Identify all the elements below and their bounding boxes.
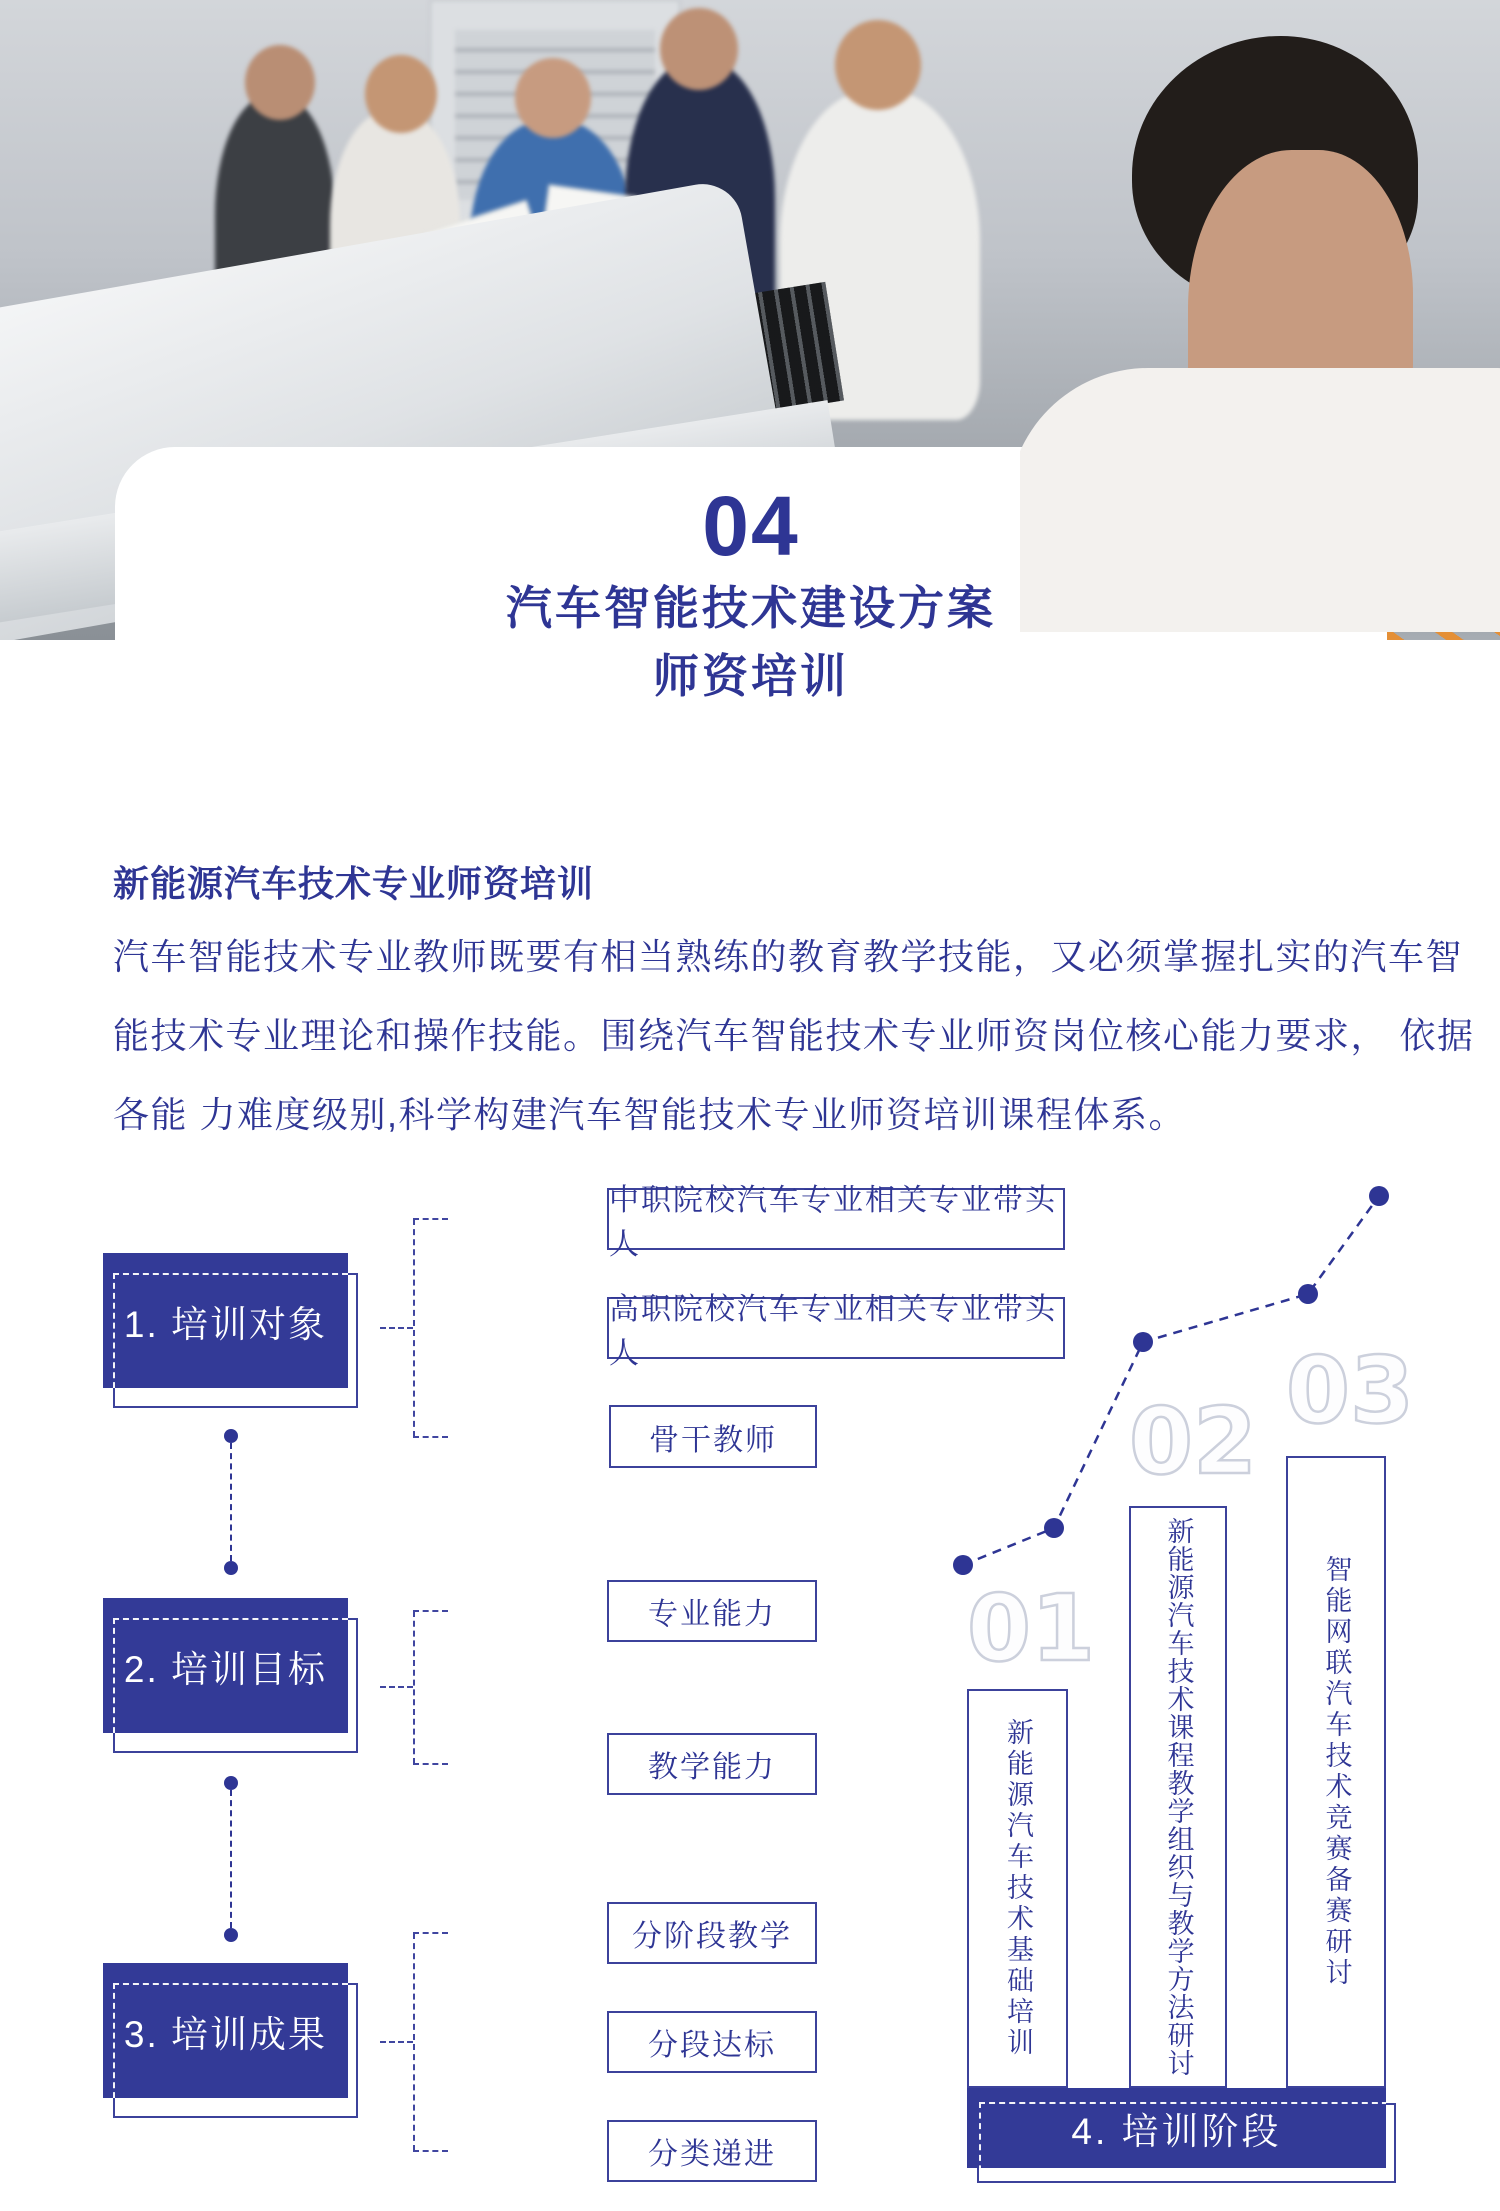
person-head: [835, 20, 921, 110]
group2-child-box: [607, 1580, 817, 1642]
group3-child-box: [607, 2011, 817, 2073]
stage-column-2-label: 新能源汽车技术课程教学组织与教学方法研讨: [1163, 1517, 1194, 2077]
intro-heading: 新能源汽车技术专业师资培训: [113, 863, 595, 904]
group3-bracket-line: [413, 1933, 415, 2151]
group3-label: 3. 培训成果: [123, 2013, 328, 2055]
group2-dashed-inset: [113, 1618, 348, 1733]
group3-child-label: 分阶段教学: [632, 1920, 792, 1953]
group2-child-label: 教学能力: [648, 1751, 776, 1784]
group2-bracket-bottom-stub: [413, 1763, 448, 1765]
group3-child-box: [607, 2120, 817, 2182]
stage-bar-dashed-inset: [979, 2102, 1386, 2168]
stage-column-1: [967, 1689, 1068, 2088]
person-head: [660, 8, 738, 90]
group3-child-box: [607, 1902, 817, 1964]
person-head: [365, 55, 437, 133]
group1-connector-stub: [380, 1327, 413, 1329]
intro-line-1: 汽车智能技术专业教师既要有相当熟练的教育教学技能，又必须掌握扎实的汽车智: [113, 936, 1464, 977]
intro-line-2: 能技术专业理论和操作技能。围绕汽车智能技术专业师资岗位核心能力要求， 依据: [113, 1015, 1475, 1056]
group2-label: 2. 培训目标: [123, 1648, 328, 1690]
section-number: 04: [702, 479, 800, 573]
group1-child-label: 中职院校汽车专业相关专业带头人: [609, 1184, 1057, 1261]
connector-dot: [224, 1928, 238, 1942]
group2-bracket-top-stub: [413, 1610, 448, 1612]
stage-bar-label: 4. 培训阶段: [1071, 2111, 1282, 2152]
intro-line-3: 各能 力难度级别,科学构建汽车智能技术专业师资培训课程体系。: [113, 1094, 1187, 1135]
group3-box: [103, 1963, 348, 2098]
group3-bracket-bottom-stub: [413, 2150, 448, 2152]
stage-number-03: 03: [1286, 1337, 1415, 1444]
stage-column-1-label: 新能源汽车技术基础培训: [1003, 1718, 1034, 2059]
person-head: [515, 58, 591, 138]
connector-dot: [224, 1561, 238, 1575]
section-title-line2: 师资培训: [653, 650, 849, 702]
stage-number-02: 02: [1129, 1388, 1258, 1495]
group-link-dashed-line: [230, 1443, 232, 1561]
group1-child-label: 骨干教师: [649, 1423, 777, 1457]
group1-bracket-top-stub: [413, 1218, 448, 1220]
group2-box: [103, 1598, 348, 1733]
group1-child-label: 高职院校汽车专业相关专业带头人: [609, 1293, 1057, 1370]
group1-bracket-line: [413, 1219, 415, 1437]
group3-child-label: 分段达标: [648, 2029, 776, 2062]
person-head: [245, 45, 315, 120]
stage-column-3-label: 智能网联汽车技术竞赛备赛研讨: [1321, 1555, 1352, 1989]
stage-bar: [967, 2088, 1386, 2168]
stage-column-2: [1129, 1506, 1227, 2088]
group1-dashed-inset: [113, 1273, 348, 1388]
connector-dot: [224, 1429, 238, 1443]
group-link-dashed-line: [230, 1790, 232, 1928]
group3-dashed-inset: [113, 1983, 348, 2098]
intro-paragraph: [113, 917, 1475, 1154]
group3-child-label: 分类递进: [648, 2138, 776, 2171]
group2-child-box: [607, 1733, 817, 1795]
group2-connector-stub: [380, 1686, 413, 1688]
group2-bracket-line: [413, 1611, 415, 1764]
group1-child-box: [609, 1405, 817, 1468]
group1-label: 1. 培训对象: [123, 1303, 328, 1345]
group3-connector-stub: [380, 2041, 413, 2043]
stage-number-01: 01: [967, 1575, 1096, 1682]
group1-box: [103, 1253, 348, 1388]
section-title-line1: 汽车智能技术建设方案: [506, 582, 996, 634]
group2-child-label: 专业能力: [648, 1598, 776, 1631]
group3-bracket-top-stub: [413, 1932, 448, 1934]
group1-bracket-bottom-stub: [413, 1436, 448, 1438]
stage-column-3: [1286, 1456, 1386, 2088]
connector-dot: [224, 1776, 238, 1790]
